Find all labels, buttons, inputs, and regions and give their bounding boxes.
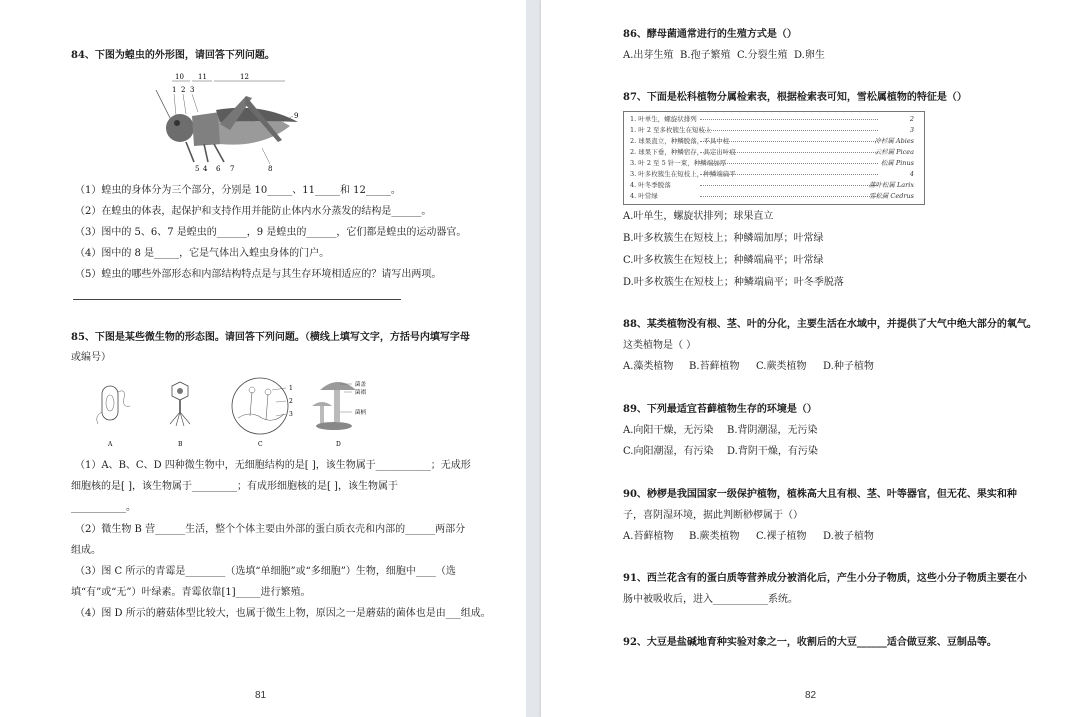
fig-label-c1: 1 xyxy=(289,385,293,392)
q86-option-a: A.出芽生殖 xyxy=(623,50,674,61)
q88-title-2: 这类植物是（ ） xyxy=(623,340,697,351)
mushroom-d xyxy=(312,382,356,430)
key-row: 1. 叶单生，螺旋状排列 2 xyxy=(630,115,914,123)
page-right xyxy=(541,0,1080,717)
fig-label-8: 8 xyxy=(268,165,273,173)
q88-option-a: A.藻类植物 xyxy=(623,361,674,372)
fig-label-4: 4 xyxy=(203,165,208,173)
fig-label-stalk: 菌柄 xyxy=(355,410,367,416)
fig-label-c2: 2 xyxy=(289,398,293,405)
q88-option-d: D.种子植物 xyxy=(823,361,874,372)
fig-label-2: 2 xyxy=(181,86,186,94)
q85-title-2: 或编号） xyxy=(71,352,111,363)
q86-option-c: C.分裂生殖 xyxy=(737,50,788,61)
key-row: 4. 叶冬季脱落 落叶松属 Larix xyxy=(630,181,914,189)
q87-option-d: D.叶多枚簇生在短枝上；种鳞端扁平；叶冬季脱落 xyxy=(623,277,844,288)
fig-label-gills: 菌褶 xyxy=(355,390,367,396)
fig-label-9: 9 xyxy=(294,112,299,120)
fig-label-5: 5 xyxy=(195,165,200,173)
page-gutter xyxy=(526,0,541,717)
fig-label-7: 7 xyxy=(230,165,235,173)
key-row: 3. 叶 2 至 5 针一束，种鳞端加厚 松属 Pinus xyxy=(630,159,914,167)
q86-option-d: D.卵生 xyxy=(794,50,825,61)
q84-line-5: （5）蝗虫的哪些外部形态和内部结构特点是与其生存环境相适应的？请写出两项。 xyxy=(75,269,442,280)
q90-option-c: C.裸子植物 xyxy=(756,531,807,542)
page-number-left: 81 xyxy=(255,690,267,701)
q87-title: 87、下面是松科植物分属检索表，根据检索表可知，雪松属植物的特征是（） xyxy=(623,92,967,103)
penicillium-c xyxy=(232,378,288,434)
q89-option-b: B.背阴潮湿，无污染 xyxy=(727,425,818,436)
q84-line-3: （3）图中的 5、6、7 是蝗虫的______，9 是蝗虫的______，它们都是蝗虫的运动器官。 xyxy=(75,227,467,238)
q85-line-3: ___________。 xyxy=(71,502,136,513)
fig-label-d: D xyxy=(336,441,341,448)
q86-title: 86、酵母菌通常进行的生殖方式是（） xyxy=(623,29,797,40)
fig-label-6: 6 xyxy=(216,165,221,173)
pinaceae-key-table xyxy=(623,111,925,205)
q85-line-5: 组成。 xyxy=(71,545,101,556)
answer-line xyxy=(73,299,401,300)
q90-option-d: D.被子植物 xyxy=(823,531,874,542)
q84-line-2: （2）在蝗虫的体表，起保护和支持作用并能防止体内水分蒸发的结构是______。 xyxy=(75,206,432,217)
q84-line-4: （4）图中的 8 是_____，它是气体出入蝗虫身体的门户。 xyxy=(75,248,330,259)
key-row: 4. 叶常绿 雪松属 Cedrus xyxy=(630,192,914,200)
q84-title: 84、下图为蝗虫的外形图，请回答下列问题。 xyxy=(71,50,275,61)
q90-title-1: 90、桫椤是我国国家一级保护植物，植株高大且有根、茎、叶等器官，但无花、果实和种 xyxy=(623,489,1017,500)
q85-title-1: 85、下图是某些微生物的形态图。请回答下列问题。（横线上填写文字，方括号内填写字母 xyxy=(71,332,470,343)
q85-line-4: （2）微生物 B 营______生活，整个个体主要由外部的蛋白质衣壳和内部的______两部分 xyxy=(75,524,466,535)
fig-label-a: A xyxy=(108,441,113,448)
key-row: 2. 球果直立，种鳞脱落，不具中柱 冷杉属 Abies xyxy=(630,137,914,145)
fig-label-c3: 3 xyxy=(289,411,293,418)
key-row: 3. 叶多枚簇生在短枝上，种鳞端扁平 4 xyxy=(630,170,914,178)
q91-line-1: 91、西兰花含有的蛋白质等营养成分被消化后，产生小分子物质，这些小分子物质主要在小 xyxy=(623,573,1027,584)
q88-title-1: 88、某类植物没有根、茎、叶的分化，主要生活在水域中，并提供了大气中绝大部分的氧气。 xyxy=(623,319,1037,330)
fig-label-11: 11 xyxy=(198,73,207,81)
q89-option-a: A.向阳干燥，无污染 xyxy=(623,425,714,436)
q91-line-2: 肠中被吸收后，进入___________系统。 xyxy=(623,594,798,605)
q90-option-a: A.苔藓植物 xyxy=(623,531,674,542)
q89-option-d: D.背阴干燥，有污染 xyxy=(727,446,818,457)
q85-line-2: 细胞核的是[ ]，该生物属于_________；有成形细胞核的是[ ]，该生物属于 xyxy=(71,481,398,492)
q88-option-c: C.蕨类植物 xyxy=(756,361,807,372)
bacterium-a xyxy=(97,386,130,424)
fig-label-1: 1 xyxy=(172,86,177,94)
page-number-right: 82 xyxy=(805,690,817,701)
q88-option-b: B.苔藓植物 xyxy=(689,361,740,372)
q85-line-6: （3）图 C 所示的青霉是________（选填“单细胞”或“多细胞”）生物，细胞中____（选 xyxy=(75,566,456,577)
q92-line-1: 92、大豆是盐碱地育种实验对象之一，收割后的大豆______适合做豆浆、豆制品等。 xyxy=(623,637,997,648)
fig-label-12: 12 xyxy=(240,73,249,81)
q87-option-c: C.叶多枚簇生在短枝上；种鳞端扁平；叶常绿 xyxy=(623,255,824,266)
virus-b xyxy=(170,382,190,426)
q85-line-8: （4）图 D 所示的蘑菇体型比较大，也属于微生上物，原因之一是蘑菇的菌体也是由___组成。 xyxy=(75,608,491,619)
fig-label-3: 3 xyxy=(190,86,195,94)
fig-label-b: B xyxy=(178,441,183,448)
key-row: 1. 叶 2 至多枚簇生在短枝上 3 xyxy=(630,126,914,134)
q84-line-1: （1）蝗虫的身体分为三个部分，分别是 10_____、11_____和 12_____。 xyxy=(75,185,401,196)
microbes-figure xyxy=(90,372,380,452)
fig-label-c: C xyxy=(258,441,263,448)
q89-title: 89、下列最适宜苔藓植物生存的环境是（） xyxy=(623,404,817,415)
q89-option-c: C.向阳潮湿，有污染 xyxy=(623,446,714,457)
q87-option-b: B.叶多枚簇生在短枝上；种鳞端加厚；叶常绿 xyxy=(623,233,824,244)
fig-label-10: 10 xyxy=(175,73,184,81)
q87-option-a: A.叶单生，螺旋状排列；球果直立 xyxy=(623,211,774,222)
q90-option-b: B.蕨类植物 xyxy=(689,531,740,542)
key-row: 2. 球果下垂，种鳞宿存，具定出叶痕 云杉属 Picea xyxy=(630,148,914,156)
q86-option-b: B.孢子繁殖 xyxy=(680,50,731,61)
fig-label-cap: 菌盖 xyxy=(355,382,367,388)
q85-line-1: （1）A、B、C、D 四种微生物中，无细胞结构的是[ ]，该生物属于___________；无成形 xyxy=(75,460,471,471)
grasshopper-figure xyxy=(150,70,310,176)
q85-line-7: 填“有”或“无”）叶绿素。青霉依靠[1]_____进行繁殖。 xyxy=(71,587,311,598)
q90-title-2: 子，喜阴湿环境，据此判断桫椤属于（） xyxy=(623,510,803,521)
